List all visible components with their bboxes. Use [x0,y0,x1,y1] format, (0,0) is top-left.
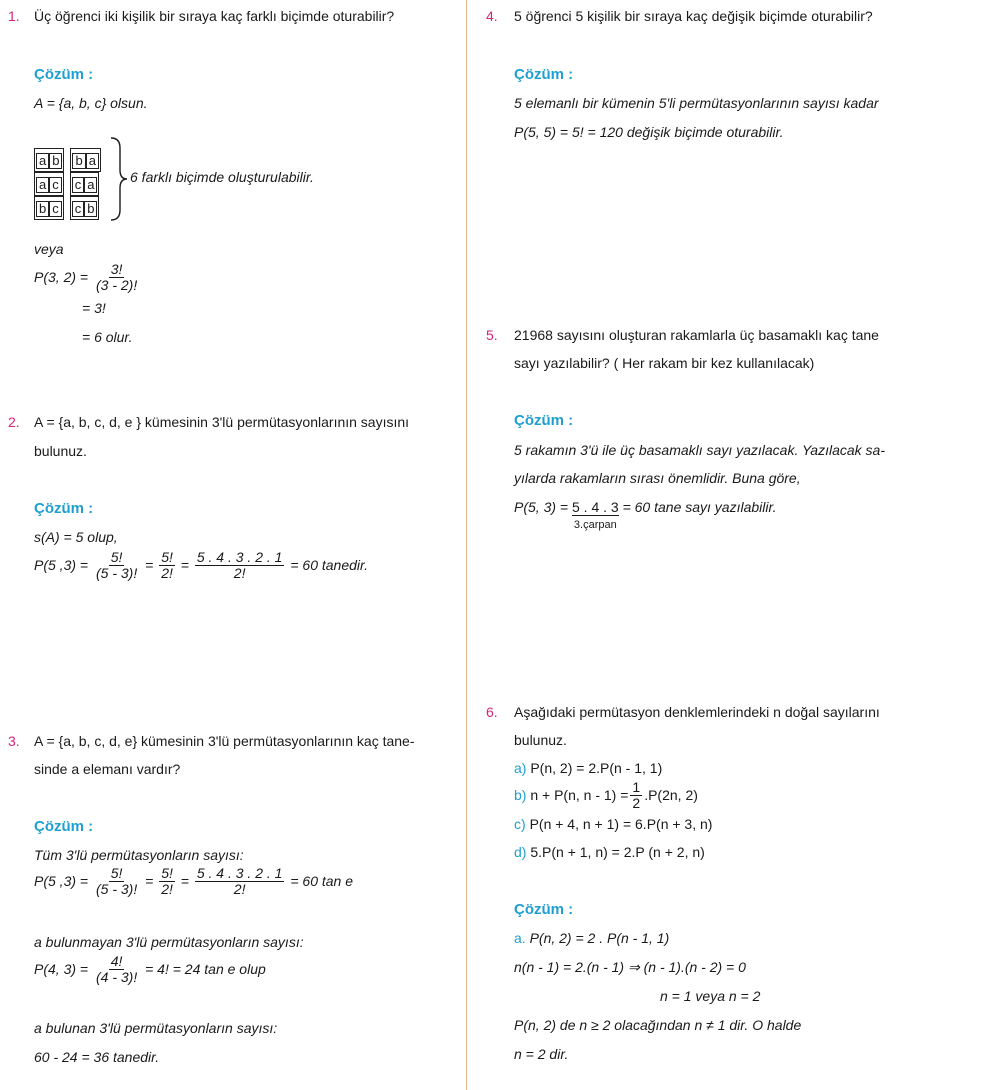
problem-4-number: 4. [486,8,498,24]
problem-3-result: 60 - 24 = 36 tanedir. [34,1049,160,1065]
problem-3-solution-heading: Çözüm : [34,818,94,835]
pair-row: a c c a [34,172,107,196]
problem-6-number: 6. [486,704,498,720]
problem-5-question-line2: sayı yazılabilir? ( Her rakam bir kez kullanılacak) [514,355,815,371]
problem-6-solution-line3: n = 1 veya n = 2 [660,988,761,1004]
problem-6-question-line1: Aşağıdaki permütasyon denklemlerindeki n doğal sayılarını [514,704,880,720]
problem-3-text3: a bulunan 3'lü permütasyonların sayısı: [34,1020,278,1036]
problem-5-number: 5. [486,327,498,343]
problem-1-result: = 6 olur. [82,329,133,345]
problem-3-question-line1: A = {a, b, c, d, e} kümesinin 3'lü permütasyonlarının kaç tane- [34,733,415,749]
pairs-grid [34,148,107,220]
problem-5-question-line1: 21968 sayısını oluşturan rakamlarla üç basamaklı kaç tane [514,327,879,343]
problem-1-step: = 3! [82,300,106,316]
problem-2-s: s(A) = 5 olup, [34,529,118,545]
problem-6-solution-line2: n(n - 1) = 2.(n - 1) ⇒ (n - 1).(n - 2) = 0 [514,959,746,975]
column-divider [466,0,467,1090]
problem-6-question-line2: bulunuz. [514,732,567,748]
problem-3-question-line2: sinde a elemanı vardır? [34,761,181,777]
problem-3-text1: Tüm 3'lü permütasyonların sayısı: [34,847,244,863]
problem-5-line1: 5 rakamın 3'ü ile üç basamaklı sayı yazılacak. Yazılacak sa- [514,442,885,458]
curly-brace-icon [108,136,128,222]
problem-2-question-line2: bulunuz. [34,443,87,459]
problem-5-formula: P(5, 3) = 5 . 4 . 3 3.çarpan = 60 tane sayı yazılabilir. [514,499,777,531]
veya-text: veya [34,241,64,257]
problem-2-number: 2. [8,414,20,430]
problem-1-set: A = {a, b, c} olsun. [34,95,148,111]
problem-3-formula1: P(5 ,3) = $\frac{5!}{(5 - 3)!}$ = $\frac{5!}{2!}$ = $\frac{5 . 4 . 3 . 2 . 1}{2!}$ = 60 tan e [34,865,354,897]
problem-4-solution-heading: Çözüm : [514,66,574,83]
problem-1-formula: P(3, 2) = $\frac{3!}{(3 - 2)!}$ [34,261,138,293]
problem-6-item-c: c) P(n + 4, n + 1) = 6.P(n + 3, n) [514,816,713,832]
problem-3-text2: a bulunmayan 3'lü permütasyonların sayısı: [34,934,304,950]
pair-row: a b b a [34,148,107,172]
problem-4-line2: P(5, 5) = 5! = 120 değişik biçimde oturabilir. [514,124,784,140]
problem-2-question-line1: A = {a, b, c, d, e } kümesinin 3'lü permütasyonlarının sayısını [34,414,410,430]
problem-3-formula2: P(4, 3) = $\frac{4!}{(4 - 3)!}$ = 4! = 24 tan e olup [34,953,266,985]
problem-1-solution-heading: Çözüm : [34,66,94,83]
problem-2-formula: P(5 ,3) = $\frac{5!}{(5 - 3)!}$ = $\frac{5!}{2!}$ = $\frac{5 . 4 . 3 . 2 . 1}{2!}$ = 60 tanedir. [34,549,369,581]
pair-row: b c c b [34,196,107,220]
problem-4-line1: 5 elemanlı bir kümenin 5'li permütasyonlarının sayısı kadar [514,95,879,111]
brace-result: 6 farklı biçimde oluşturulabilir. [130,169,314,185]
problem-6-item-d: d) 5.P(n + 1, n) = 2.P (n + 2, n) [514,844,705,860]
problem-4-question: 5 öğrenci 5 kişilik bir sıraya kaç değişik biçimde oturabilir? [514,8,873,24]
problem-6-solution-line1: a. P(n, 2) = 2 . P(n - 1, 1) [514,930,670,946]
problem-5-line2: yılarda rakamların sırası önemlidir. Buna göre, [514,470,801,486]
problem-3-number: 3. [8,733,20,749]
problem-6-solution-line5: n = 2 dir. [514,1046,569,1062]
problem-6-item-a: a) P(n, 2) = 2.P(n - 1, 1) [514,760,663,776]
problem-6-solution-line4: P(n, 2) de n ≥ 2 olacağından n ≠ 1 dir. O halde [514,1017,802,1033]
problem-1-question: Üç öğrenci iki kişilik bir sıraya kaç farklı biçimde oturabilir? [34,8,395,24]
problem-6-solution-heading: Çözüm : [514,901,574,918]
problem-2-solution-heading: Çözüm : [34,500,94,517]
problem-1-number: 1. [8,8,20,24]
problem-6-item-b: b) n + P(n, n - 1) = $\frac{1}{2}$ .P(2n, 2) [514,779,698,811]
problem-5-solution-heading: Çözüm : [514,412,574,429]
